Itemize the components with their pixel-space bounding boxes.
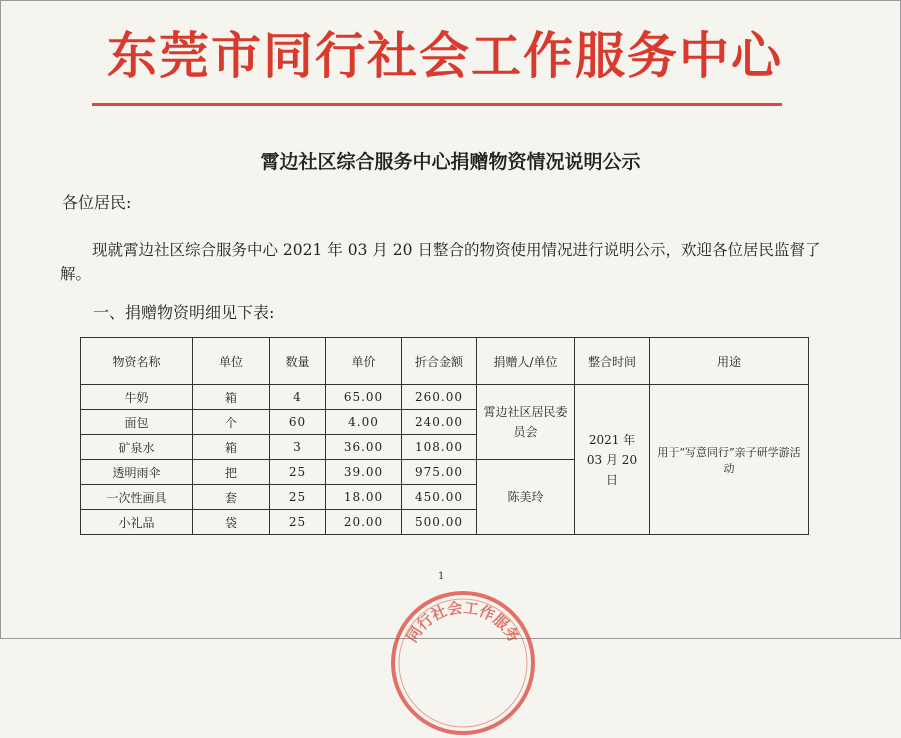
cell-item-name: 矿泉水 <box>81 435 193 460</box>
header-date: 整合时间 <box>575 338 650 385</box>
salutation: 各位居民: <box>62 193 132 212</box>
cell-item-name: 小礼品 <box>81 510 193 535</box>
header-quantity: 数量 <box>270 338 326 385</box>
cell-quantity: 3 <box>270 435 326 460</box>
cell-item-name: 透明雨伞 <box>81 460 193 485</box>
cell-amount: 108.00 <box>402 435 477 460</box>
cell-unit: 个 <box>193 410 270 435</box>
cell-item-name: 一次性画具 <box>81 485 193 510</box>
cell-quantity: 25 <box>270 460 326 485</box>
letterhead-divider <box>92 103 782 106</box>
cell-unit-price: 18.00 <box>326 485 402 510</box>
cell-amount: 450.00 <box>402 485 477 510</box>
cell-unit: 把 <box>193 460 270 485</box>
cell-unit: 套 <box>193 485 270 510</box>
cell-item-name: 牛奶 <box>81 385 193 410</box>
cell-unit-price: 36.00 <box>326 435 402 460</box>
cell-quantity: 25 <box>270 510 326 535</box>
donation-table <box>80 337 809 535</box>
page-number: 1 <box>438 571 445 582</box>
official-seal-stamp <box>388 588 538 738</box>
header-donor: 捐赠人/单位 <box>477 338 575 385</box>
cell-item-name: 面包 <box>81 410 193 435</box>
body-paragraph: 现就霄边社区综合服务中心 2021 年 03 月 20 日整合的物资使用情况进行说明公示，欢迎各位居民监督了解。 <box>60 241 821 283</box>
cell-unit: 袋 <box>193 510 270 535</box>
cell-usage: 用于“写意同行”亲子研学游活动 <box>650 385 809 535</box>
cell-amount: 500.00 <box>402 510 477 535</box>
header-usage: 用途 <box>650 338 809 385</box>
cell-unit: 箱 <box>193 385 270 410</box>
header-item-name: 物资名称 <box>81 338 193 385</box>
table-header-row <box>81 338 809 385</box>
header-unit-price: 单价 <box>326 338 402 385</box>
cell-date: 2021 年 03 月 20 日 <box>575 385 650 535</box>
cell-amount: 240.00 <box>402 410 477 435</box>
letterhead-title: 东莞市同行社会工作服务中心 <box>107 27 783 85</box>
cell-unit-price: 20.00 <box>326 510 402 535</box>
cell-quantity: 4 <box>270 385 326 410</box>
header-unit: 单位 <box>193 338 270 385</box>
cell-unit-price: 39.00 <box>326 460 402 485</box>
cell-amount: 975.00 <box>402 460 477 485</box>
cell-donor-person: 陈美玲 <box>477 460 575 535</box>
cell-donor-committee: 霄边社区居民委员会 <box>477 385 575 460</box>
section-title: 一、捐赠物资明细见下表: <box>93 303 275 322</box>
header-amount: 折合金额 <box>402 338 477 385</box>
table-row <box>81 385 809 410</box>
document-title: 霄边社区综合服务中心捐赠物资情况说明公示 <box>260 151 641 173</box>
cell-quantity: 25 <box>270 485 326 510</box>
svg-text:同行社会工作服务: 同行社会工作服务 <box>402 598 524 646</box>
cell-quantity: 60 <box>270 410 326 435</box>
cell-unit: 箱 <box>193 435 270 460</box>
cell-amount: 260.00 <box>402 385 477 410</box>
cell-unit-price: 4.00 <box>326 410 402 435</box>
cell-unit-price: 65.00 <box>326 385 402 410</box>
